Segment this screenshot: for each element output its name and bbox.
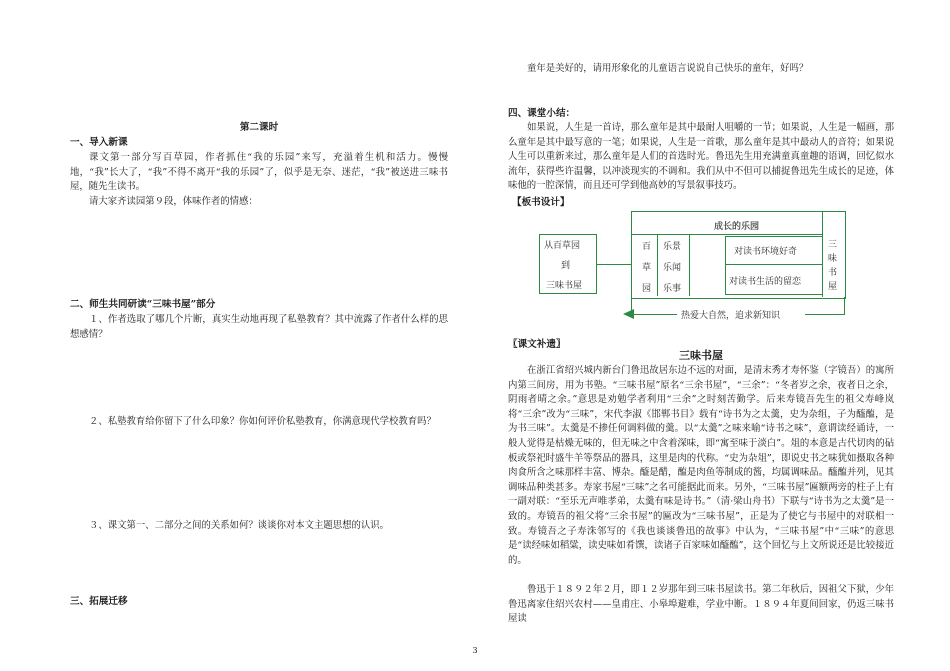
board-left-line-3: 三味书屋 xyxy=(546,281,583,291)
board-arrow-stem-right xyxy=(844,297,845,314)
question-3: ３、课文第一、二部分之间的关系如何？谈谈你对本文主题思想的认识。 xyxy=(89,520,390,531)
board-left-line-1: 从百草园 xyxy=(544,241,581,251)
board-mid-1: 对读书环境好奇 xyxy=(734,247,798,257)
board-title-divider xyxy=(632,234,822,235)
board-col3-3: 书 xyxy=(828,268,838,278)
board-col2-1: 乐景 xyxy=(663,242,682,252)
intro-question: 童年是美好的，请用形象化的儿童语言说说自己快乐的童年，好吗？ xyxy=(527,63,809,74)
board-connector xyxy=(596,264,632,265)
section-1-paragraph: 课文第一部分写百草园，作者抓住“我的乐园”来写，充溢着生机和活力。慢慢地，“我”长大了，“我”不得不离开“我的乐园”了，似乎是无奈、迷茫，“我”被送进三味书屋，随先生读书。 xyxy=(70,152,448,193)
section-1-prompt: 请大家齐读园第９段，体味作者的情感： xyxy=(89,196,258,207)
arrow-left-icon xyxy=(622,308,636,320)
supplement-paragraph-2: 鲁迅于１８９２年２月，即１２岁那年到三味书屋读书。第二年秋后，因祖父下狱，少年鲁迅离家住绍兴农村——皇甫庄、小皋埠避难，学业中断。１８９４年夏间回家，仍返三味书屋读 xyxy=(508,584,894,625)
section-4-paragraph: 如果说，人生是一首诗，那么童年是其中最耐人咀嚼的一节；如果说，人生是一幅画，那么童年是其中最写意的一笔；如果说，人生是一首歌，那么童年是其中最动人的音符；如果说人生可以重新来过，那么童年是人们的首选时光。鲁迅先生用充满童真童趣的语调，回忆似水流年，获得些许温馨，以冲淡现实的不调和。我们从中不但可以捕捉鲁迅先生成长的足迹，体味他的一腔深情，而且还可学到他高妙的写景叙事技巧。 xyxy=(508,122,894,192)
board-col3-4: 屋 xyxy=(828,282,838,292)
board-col1-3: 园 xyxy=(642,284,652,294)
board-col-divider-2 xyxy=(689,234,690,296)
board-title: 成长的乐园 xyxy=(714,222,760,232)
section-1-heading: 一、导入新课 xyxy=(70,137,128,148)
board-col1-1: 百 xyxy=(642,242,652,252)
board-col1-2: 草 xyxy=(642,263,652,273)
question-1: １、作者选取了哪几个片断，真实生动地再现了私塾教育？其中流露了作者什么样的思想感情？ xyxy=(70,314,448,340)
board-col3-1: 三 xyxy=(828,240,838,250)
board-col2-2: 乐闻 xyxy=(663,263,682,273)
page-number: 3 xyxy=(472,646,478,655)
section-2-heading: 二、师生共同研读“三味书屋”部分 xyxy=(70,299,216,310)
board-arrow-line-left xyxy=(631,314,677,315)
supplement-heading: 〖课文补遗〗 xyxy=(508,339,566,350)
lesson-title: 第二课时 xyxy=(239,122,279,133)
board-design-heading: 【板书设计】 xyxy=(512,197,570,208)
question-2: ２、私塾教育给你留下了什么印象？你如何评价私塾教育，你满意现代学校教育吗？ xyxy=(89,416,436,427)
board-col-divider-3 xyxy=(822,211,823,297)
supplement-paragraph-1: 在浙江省绍兴城内新台门鲁迅故居东边不远的对面，是清末秀才寿怀鉴（字镜吾）的寓所内第三间房，用为书塾。“三味书屋”原名“三余书屋”，“三余”：“冬者岁之余，夜者日之余，阴雨者晴之余。”意思是劝勉学者利用“三余”之时刻苦勤学。后来寿镜吾先生的祖父寿峰岚将“三余”改为“三味”，宋代李淑《邯郸书目》载有“诗书为之太羹，史为杂组，子为醯醢，是为书三味”。太羹是不掺任何调料做的羹。以“太羹”之味来喻“诗书之味”，意谓读经诵诗，一般人觉得是枯燥无味的，但无味之中含着深味，即“寓至味于淡白”。俎的本意是古代切肉的砧板或祭祀时盛牛羊等祭品的器具，这里是肉的代称。“史为杂俎”，即说史书之味犹如摄取各种肉食所含之味那样丰富、博杂。醯是醋，醢是肉鱼等制成的酱，均属调味品。醯醢并列，见其调味品种类甚多。寿家书屋“三味”之名可能据此而来。另外，“三味书屋”匾额两旁的柱子上有一副对联：“至乐无声唯孝弟，太羹有味是诗书。”（清·梁山舟书）下联与“诗书为之太羹”是一致的。寿镜吾的祖父将“三余书屋”的匾改为“三味书屋”，正是为了使它与书屋中的对联相一致。寿镜吾之子寿洙邻写的《我也谈谈鲁迅的故事》中认为，“三味书屋”中“三味”的意思是“读经味如稻粱，读史味如肴馔，读诸子百家味如醯醢”，这个回忆与上文所说还是比较接近的。 xyxy=(508,365,894,566)
board-arrow-line-right xyxy=(805,314,845,315)
section-4-heading: 四、课堂小结： xyxy=(508,108,576,119)
supplement-title: 三味书屋 xyxy=(679,349,723,362)
board-left-line-2: 到 xyxy=(561,261,571,271)
board-mid-2: 对读书生活的留恋 xyxy=(729,277,802,287)
board-inner-divider xyxy=(726,264,822,265)
board-col2-3: 乐事 xyxy=(663,284,682,294)
board-bottom-text: 热爱大自然，追求新知识 xyxy=(681,311,781,321)
board-col-divider-1 xyxy=(657,234,658,296)
board-col3-2: 味 xyxy=(828,254,838,264)
section-3-heading: 三、拓展迁移 xyxy=(70,596,128,607)
